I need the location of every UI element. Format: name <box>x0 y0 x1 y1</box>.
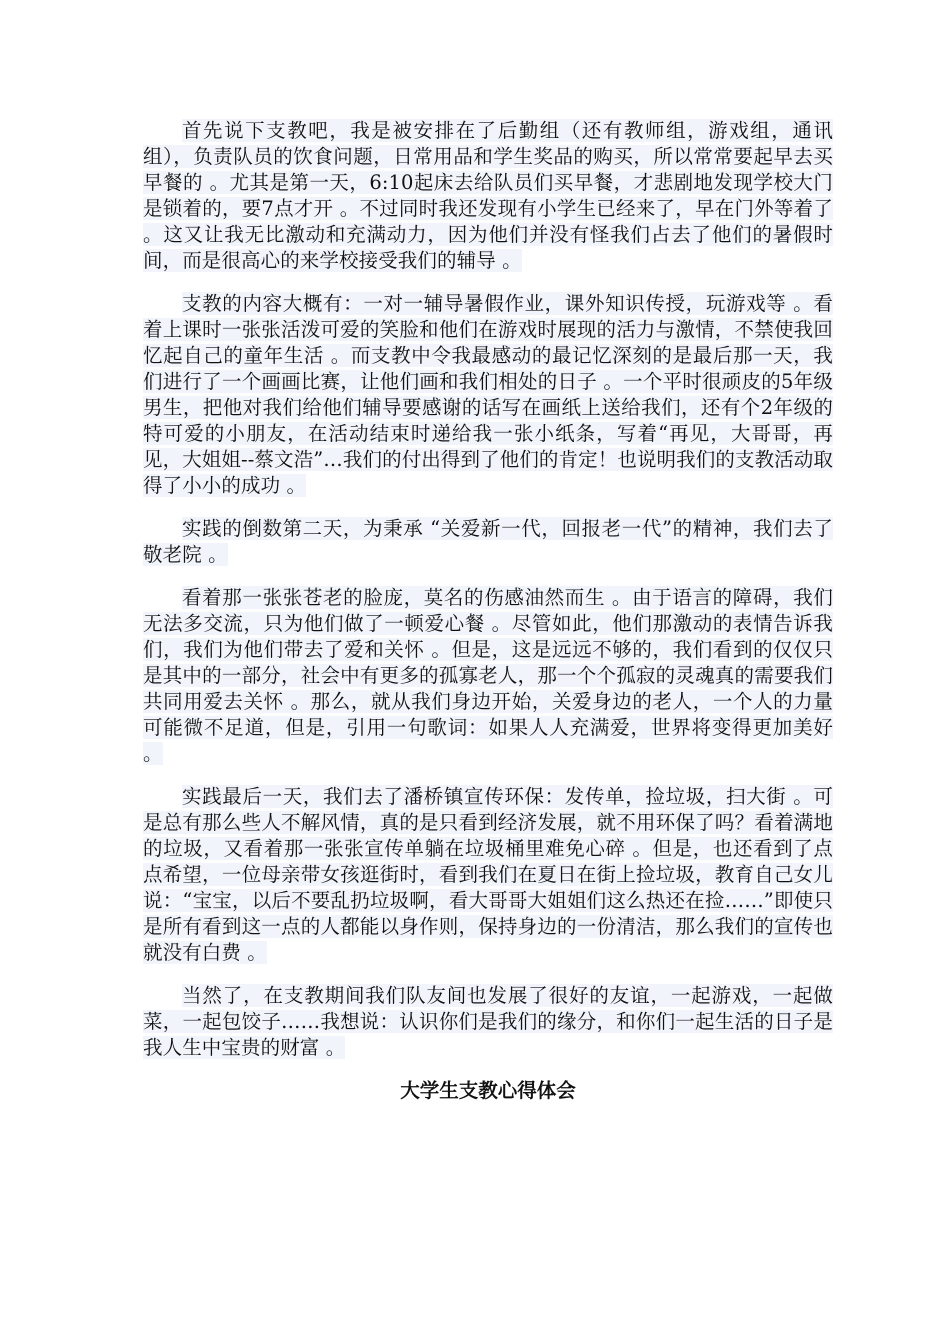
paragraph-1 <box>143 118 833 274</box>
paragraph-6 <box>143 983 833 1061</box>
paragraph-4 <box>143 585 833 767</box>
paragraph-1-text: 首先说下支教吧，我是被安排在了后勤组（还有教师组，游戏组，通讯组），负责队员的饮食问题，日常用品和学生奖品的购买，所以常常要起早去买早餐的 。尤其是第一天，6:10起床去给队员们买早餐，才悲剧地发现学校大门是锁着的，要7点才开 。不过同时我还发现有小学生已经来了，早在门外等着了 。这又让我无比激动和充满动力，因为他们并没有怪我们占去了他们的暑假时间，而是很高心的来学校接受我们的辅导 。 <box>143 119 833 272</box>
paragraph-4-text: 看着那一张张苍老的脸庞，莫名的伤感油然而生 。由于语言的障碍，我们无法多交流，只为他们做了一顿爱心餐 。尽管如此，他们那激动的表情告诉我们，我们为他们带去了爱和关怀 。但是，这是远远不够的，我们看到的仅仅只是其中的一部分，社会中有更多的孤寡老人，那一个个孤寂的灵魂真的需要我们共同用爱去关怀 。那么，就从我们身边开始，关爱身边的老人，一个人的力量可能微不足道，但是，引用一句歌词：如果人人充满爱，世界将变得更加美好 。 <box>143 586 833 765</box>
paragraph-5 <box>143 784 833 966</box>
paragraph-3-text: 实践的倒数第二天，为秉承 “关爱新一代，回报老一代”的精神，我们去了敬老院 。 <box>143 517 833 566</box>
paragraph-3 <box>143 516 833 568</box>
paragraph-5-text: 实践最后一天，我们去了潘桥镇宣传环保：发传单，捡垃圾，扫大街 。可是总有那么些人不解风情，真的是只看到经济发展，就不用环保了吗？看着满地的垃圾，又看着那一张张宣传单躺在垃圾桶里难免心碎 。但是，也还看到了点点希望，一位母亲带女孩逛街时，看到我们在夏日在街上捡垃圾，教育自己女儿说：“宝宝，以后不要乱扔垃圾啊，看大哥哥大姐姐们这么热还在捡……”即使只是所有看到这一点的人都能以身作则，保持身边的一份清洁，那么我们的宣传也就没有白费 。 <box>143 785 833 964</box>
document-body <box>143 118 833 1104</box>
document-title: 大学生支教心得体会 <box>400 1079 576 1102</box>
paragraph-2 <box>143 291 833 499</box>
paragraph-2-text: 支教的内容大概有：一对一辅导暑假作业，课外知识传授，玩游戏等 。看着上课时一张张活泼可爱的笑脸和他们在游戏时展现的活力与激情，不禁使我回忆起自己的童年生活 。而支教中令我最感动的最记忆深刻的是最后那一天，我们进行了一个画画比赛，让他们画和我们相处的日子 。一个平时很顽皮的5年级男生，把他对我们给他们辅导要感谢的话写在画纸上送给我们，还有个2年级的特可爱的小朋友，在活动结束时递给我一张小纸条，写着“再见，大哥哥，再见，大姐姐--蔡文浩”…我们的付出得到了他们的肯定！也说明我们的支教活动取得了小小的成功 。 <box>143 292 833 497</box>
paragraph-6-text: 当然了，在支教期间我们队友间也发展了很好的友谊，一起游戏，一起做菜，一起包饺子……我想说：认识你们是我们的缘分，和你们一起生活的日子是我人生中宝贵的财富 。 <box>143 984 833 1059</box>
